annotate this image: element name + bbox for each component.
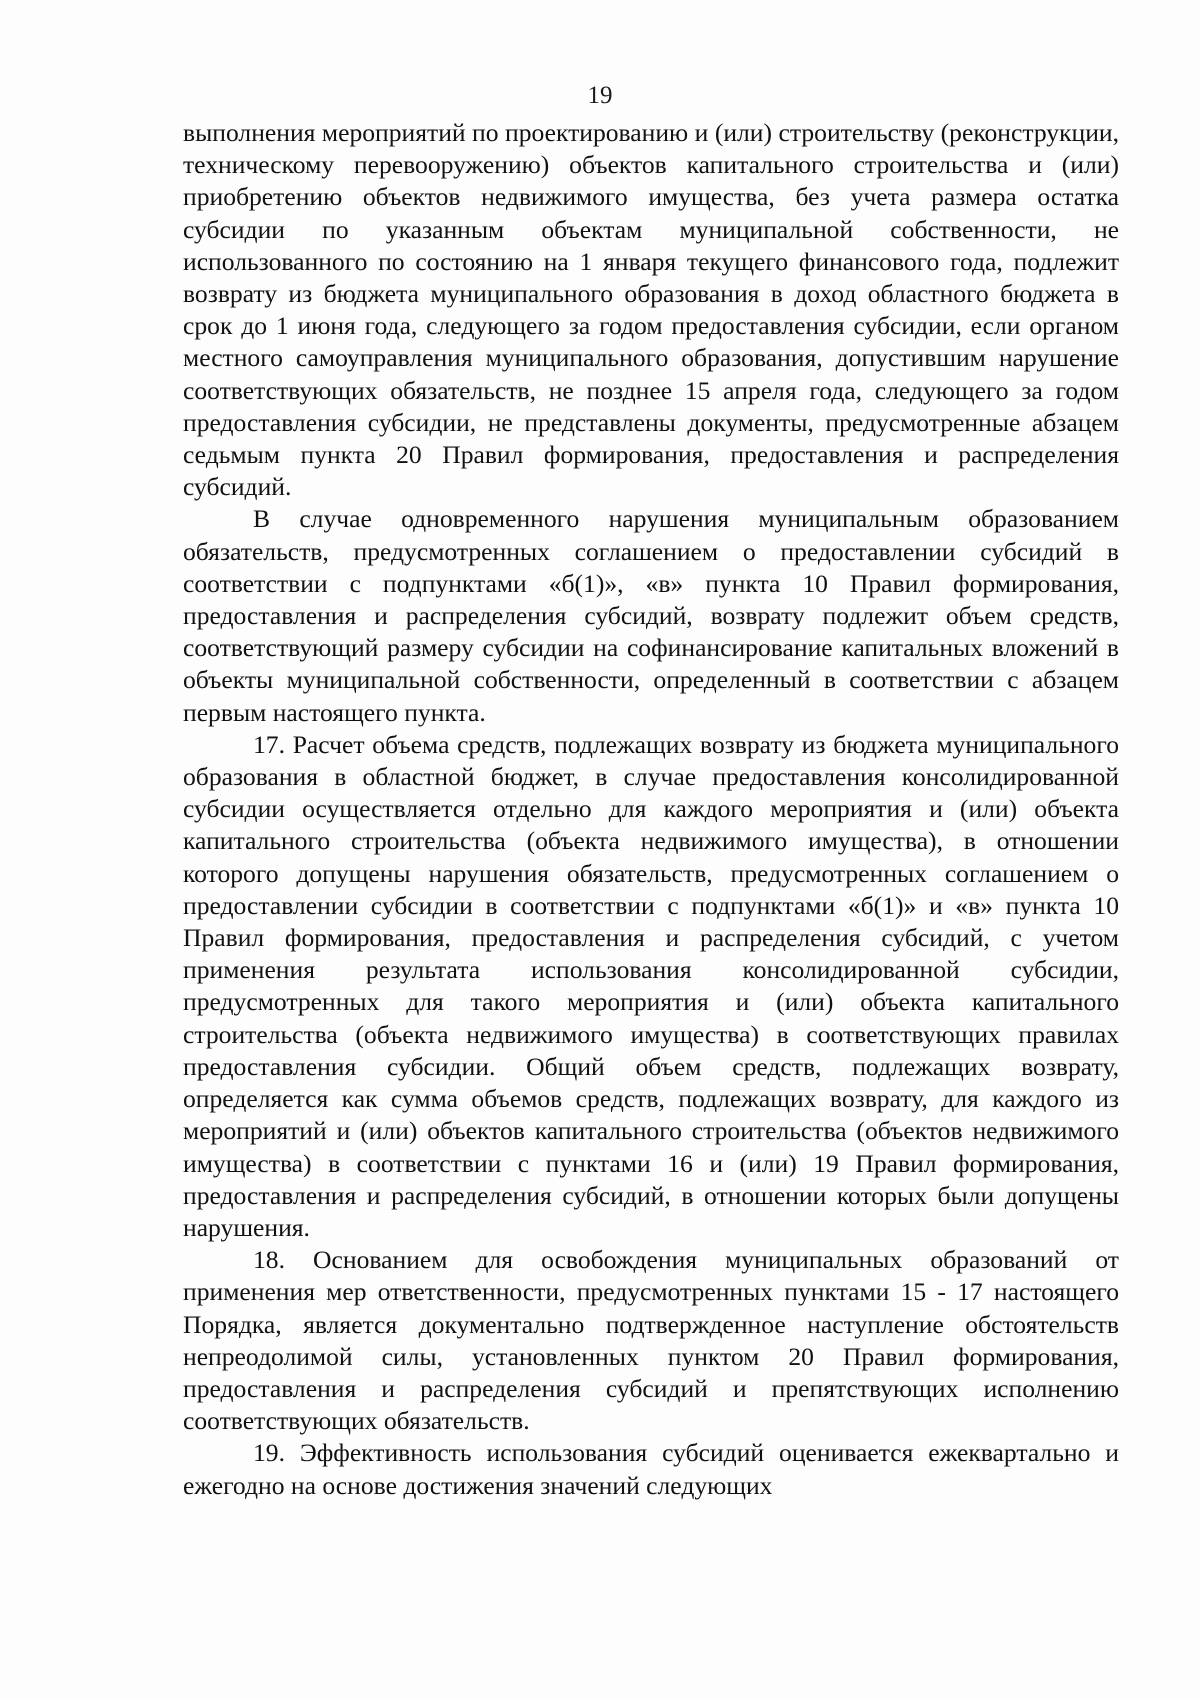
paragraph-clause-18: 18. Основанием для освобождения муниципальных образований от применения мер ответственности, предусмотренных пунктами 15 - 17 настоящего Порядка, является документально подтвержденное наступление обстоятельств непреодолимой силы, установленных пунктом 20 Правил формирования, предоставления и распределения субсидий и препятствующих исполнению соответствующих обязательств. — [183, 1245, 1119, 1436]
paragraph-continuation: выполнения мероприятий по проектированию и (или) строительству (реконструкции, техническому перевооружению) объектов капитального строительства и (или) приобретению объектов недвижимого имущества, без учета размера остатка субсидии по указанным объектам муниципальной собственности, не использованного по состоянию на 1 января текущего финансового года, подлежит возврату из бюджета муниципального образования в доход областного бюджета в срок до 1 июня года, следующего за годом предоставления субсидии, если органом местного самоуправления муниципального образования, допустившим нарушение соответствующих обязательств, не позднее 15 апреля года, следующего за годом предоставления субсидии, не представлены документы, предусмотренные абзацем седьмым пункта 20 Правил формирования, предоставления и распределения субсидий. — [183, 118, 1119, 502]
paragraph-clause-17: 17. Расчет объема средств, подлежащих возврату из бюджета муниципального образования в областной бюджет, в случае предоставления консолидированной субсидии осуществляется отдельно для каждого мероприятия и (или) объекта капитального строительства (объекта недвижимого имущества), в отношении которого допущены нарушения обязательств, предусмотренных соглашением о предоставлении субсидии в соответствии с подпунктами «б(1)» и «в» пункта 10 Правил формирования, предоставления и распределения субсидий, с учетом применения результата использования консолидированной субсидии, предусмотренных для такого мероприятия и (или) объекта капитального строительства (объекта недвижимого имущества) в соответствующих правилах предоставления субсидии. Общий объем средств, подлежащих возврату, определяется как сумма объемов средств, подлежащих возврату, для каждого из мероприятий и (или) объектов капитального строительства (объектов недвижимого имущества) в соответствии с пунктами 16 и (или) 19 Правил формирования, предоставления и распределения субсидий, в отношении которых были допущены нарушения. — [183, 729, 1119, 1242]
page-number: 19 — [587, 82, 613, 109]
paragraph-clause-19: 19. Эффективность использования субсидий оценивается ежеквартально и ежегодно на основе достижения значений следующих — [183, 1438, 1119, 1500]
document-body — [183, 117, 1119, 1502]
paragraph-simultaneous-violation: В случае одновременного нарушения муниципальным образованием обязательств, предусмотренных соглашением о предоставлении субсидий в соответствии с подпунктами «б(1)», «в» пункта 10 Правил формирования, предоставления и распределения субсидий, возврату подлежит объем средств, соответствующий размеру субсидии на софинансирование капитальных вложений в объекты муниципальной собственности, определенный в соответствии с абзацем первым настоящего пункта. — [183, 504, 1119, 727]
